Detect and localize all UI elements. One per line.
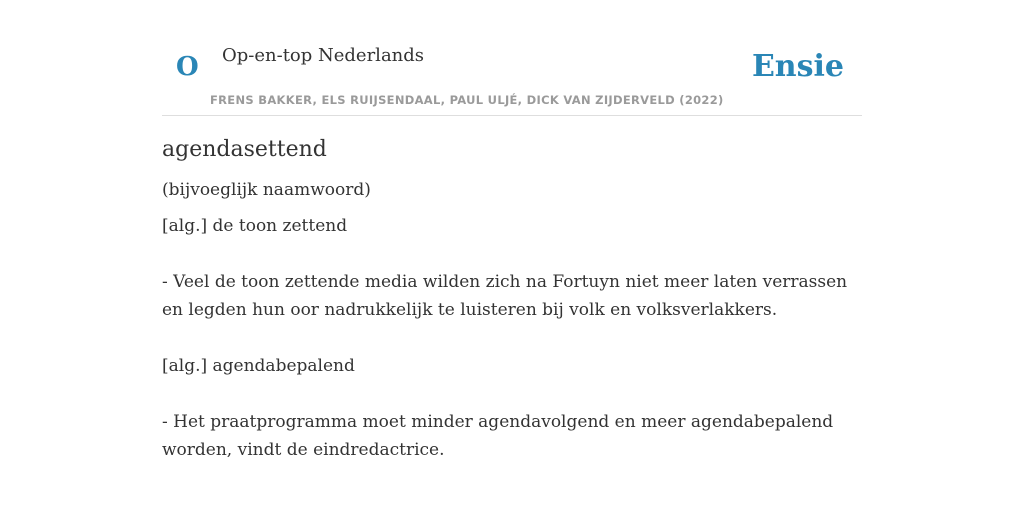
book-title-link[interactable]: Op-en-top Nederlands xyxy=(222,45,425,66)
entry-headword: agendasettend xyxy=(162,137,327,162)
part-of-speech: (bijvoeglijk naamwoord) xyxy=(162,179,371,200)
sense-example: - Het praatprogramma moet minder agendavolgend en meer agendabepalend worden, vindt de eindredactrice. xyxy=(162,412,834,461)
book-logo: O xyxy=(176,52,199,82)
sense-definition: [alg.] de toon zettend xyxy=(162,216,348,237)
book-authors: FRENS BAKKER, ELS RUIJSENDAAL, PAUL ULJÉ, DICK VAN ZIJDERVELD (2022) xyxy=(210,93,724,107)
ensie-logo-link[interactable]: Ensie xyxy=(751,49,844,84)
entry-content xyxy=(162,136,867,464)
sense-example: - Veel de toon zettende media wilden zich na Fortuyn niet meer laten verrassen en legden hun oor nadrukkelijk te luisteren bij volk en volksverlakkers. xyxy=(162,272,848,321)
book-header xyxy=(162,28,862,116)
sense-definition: [alg.] agendabepalend xyxy=(162,356,355,377)
